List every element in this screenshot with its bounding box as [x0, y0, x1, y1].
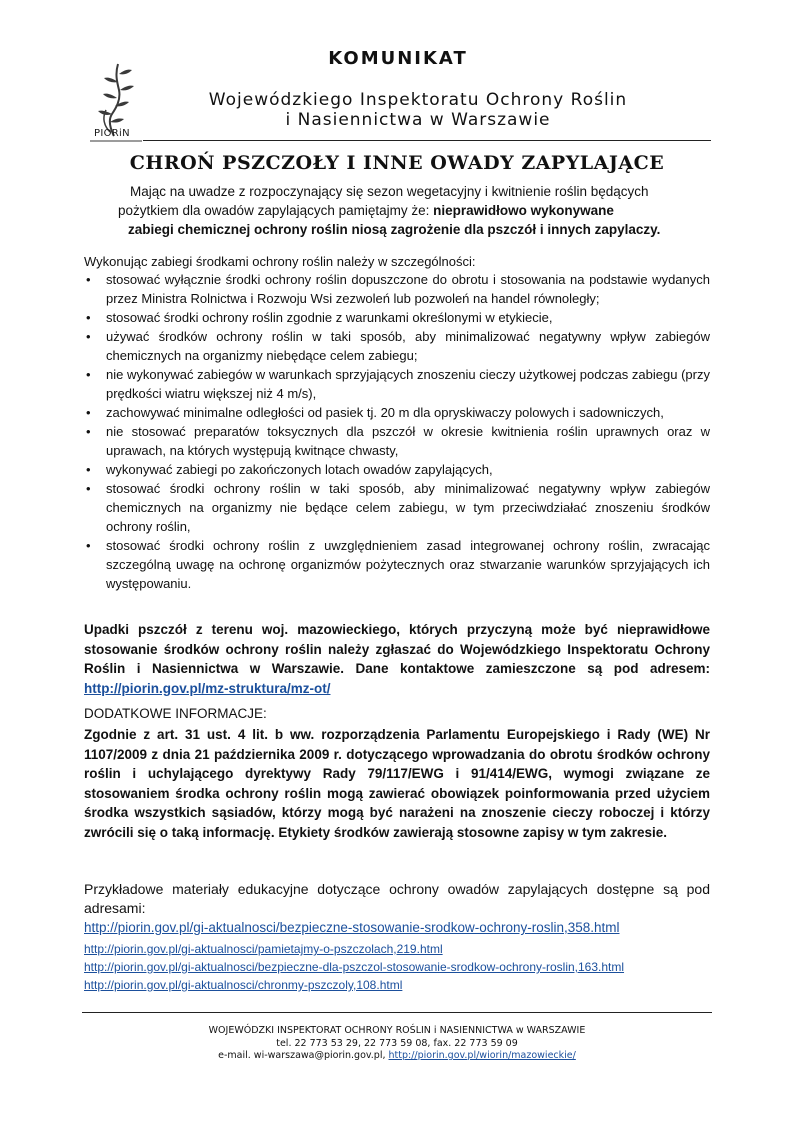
bullet-icon: •	[86, 424, 91, 439]
footer-phone: tel. 22 773 53 29, 22 773 59 08, fax. 22 773 59 09	[276, 1037, 518, 1049]
bullet-icon: •	[86, 481, 91, 496]
recommendations-list	[84, 270, 710, 593]
footer-contact	[82, 1050, 712, 1063]
intro-line2-plain: pożytkiem dla owadów zapylających pamiętajmy że:	[118, 203, 434, 218]
education-link[interactable]: http://piorin.gov.pl/gi-aktualnosci/bezpieczne-dla-pszczol-stosowanie-srodkow-ochrony-roslin,163.html	[84, 960, 625, 974]
bullets-lead: Wykonując zabiegi środkami ochrony roślin należy w szczególności:	[84, 254, 476, 269]
komunikat-heading: KOMUNIKAT	[328, 48, 468, 69]
additional-info-title: DODATKOWE INFORMACJE:	[84, 706, 267, 721]
list-item-text: stosować środki ochrony roślin z uwzględnieniem zasad integrowanej ochrony roślin, zwracając szczególną uwagę na ochronę organizmów pożytecznych oraz stwarzanie warunków sprzyjających ich występowaniu.	[106, 538, 710, 591]
additional-info-text: Zgodnie z art. 31 ust. 4 lit. b ww. rozporządzenia Parlamentu Europejskiego i Rady (WE) Nr 1107/2009 z dnia 21 października 2009 r. dotyczącego wprowadzania do obrotu środków ochrony roślin i uchylającego dyrektywy Rady 79/117/EWG i 91/414/EWG, wymogi związane ze stosowaniem środka ochrony roślin mogą zawierać obowiązek poinformowania przed użyciem środka wszystkich sąsiadów, którzy mogą być narażeni na znoszenie cieczy roboczej i którzy zwrócili się o taką informację. Etykiety środków zawierają stosowne zapisy w tym zakresie.	[84, 727, 710, 840]
contact-link[interactable]: http://piorin.gov.pl/mz-struktura/mz-ot/	[84, 680, 331, 696]
list-item	[84, 270, 710, 308]
intro-line1: Mając na uwadze z rozpoczynający się sezon wegetacyjny i kwitnienie roślin będących	[130, 184, 649, 199]
education-link-main[interactable]: http://piorin.gov.pl/gi-aktualnosci/bezpieczne-stosowanie-srodkow-ochrony-roslin,358.html	[84, 920, 620, 935]
intro-paragraph	[118, 182, 718, 239]
intro-line2-bold: nieprawidłowo wykonywane	[433, 203, 614, 218]
document-title: CHROŃ PSZCZOŁY I INNE OWADY ZAPYLAJĄCE	[129, 152, 665, 174]
logo-text: PIORiN	[94, 128, 130, 139]
list-item-text: wykonywać zabiegi po zakończonych lotach owadów zapylających,	[106, 462, 493, 477]
education-links	[84, 940, 624, 994]
bullet-icon: •	[86, 329, 91, 344]
list-item-text: stosować środki ochrony roślin w taki sposób, aby minimalizować negatywny wpływ zabiegów chemicznych na organizmy nie będące celem zabiegu, w tym przeciwdziałać znoszeniu środków ochrony roślin,	[106, 481, 710, 534]
report-text: Upadki pszczół z terenu woj. mazowieckiego, których przyczyną może być nieprawidłowe stosowanie środków ochrony roślin należy zgłaszać do Wojewódzkiego Inspektoratu Ochrony Roślin i Nasiennictwa w Warszawie. Dane kontaktowe zamieszczone są pod adresem:	[84, 622, 710, 676]
bullet-icon: •	[86, 310, 91, 325]
list-item	[84, 327, 710, 365]
education-link[interactable]: http://piorin.gov.pl/gi-aktualnosci/chronmy-pszczoly,108.html	[84, 978, 403, 992]
list-item	[84, 308, 710, 327]
list-item-text: nie stosować preparatów toksycznych dla pszczół w okresie kwitnienia roślin uprawnych oraz w uprawach, na których występują kwitnące chwasty,	[106, 424, 710, 458]
organization-name-line1: Wojewódzkiego Inspektoratu Ochrony Roślin	[208, 90, 628, 110]
bullet-icon: •	[86, 272, 91, 287]
list-item-text: używać środków ochrony roślin w taki sposób, aby minimalizować negatywny wpływ zabiegów chemicznych na organizmy niebędące celem zabiegu;	[106, 329, 710, 363]
intro-line3: zabiegi chemicznej ochrony roślin niosą zagrożenie dla pszczół i innych zapylaczy.	[128, 222, 661, 237]
footer-email: e-mail. wi-warszawa@piorin.gov.pl,	[218, 1050, 389, 1061]
bullet-icon: •	[86, 367, 91, 382]
footer-org-name: WOJEWÓDZKI INSPEKTORAT OCHRONY ROŚLIN i NASIENNICTWA w WARSZAWIE	[208, 1025, 586, 1036]
list-item	[84, 460, 710, 479]
footer-divider	[82, 1012, 712, 1013]
education-link[interactable]: http://piorin.gov.pl/gi-aktualnosci/pamietajmy-o-pszczolach,219.html	[84, 942, 443, 956]
bullet-icon: •	[86, 462, 91, 477]
footer-website-link[interactable]: http://piorin.gov.pl/wiorin/mazowieckie/	[388, 1050, 576, 1061]
organization-name-line2: i Nasiennictwa w Warszawie	[285, 110, 551, 130]
list-item-text: stosować środki ochrony roślin zgodnie z warunkami określonymi w etykiecie,	[106, 310, 553, 325]
list-item-text: stosować wyłącznie środki ochrony roślin dopuszczone do obrotu i stosowania na podstawie wydanych przez Ministra Rolnictwa i Rozwoju Wsi zezwoleń lub pozwoleń na handel równoległy;	[106, 272, 710, 306]
bullet-icon: •	[86, 405, 91, 420]
bullet-icon: •	[86, 538, 91, 553]
list-item	[84, 403, 710, 422]
list-item-text: nie wykonywać zabiegów w warunkach sprzyjających znoszeniu cieczy użytkowej podczas zabiegu (przy prędkości wiatru większej niż 4 m/s),	[106, 367, 710, 401]
intro-line2	[118, 201, 718, 220]
header-divider	[143, 140, 711, 141]
list-item	[84, 479, 710, 536]
list-item	[84, 422, 710, 460]
footer	[82, 1025, 712, 1063]
report-paragraph	[84, 620, 710, 698]
list-item-text: zachowywać minimalne odległości od pasiek tj. 20 m dla opryskiwaczy polowych i sadowniczych,	[106, 405, 664, 420]
education-text: Przykładowe materiały edukacyjne dotyczące ochrony owadów zapylających dostępne są pod adresami:	[84, 881, 710, 916]
list-item	[84, 365, 710, 403]
list-item	[84, 536, 710, 593]
